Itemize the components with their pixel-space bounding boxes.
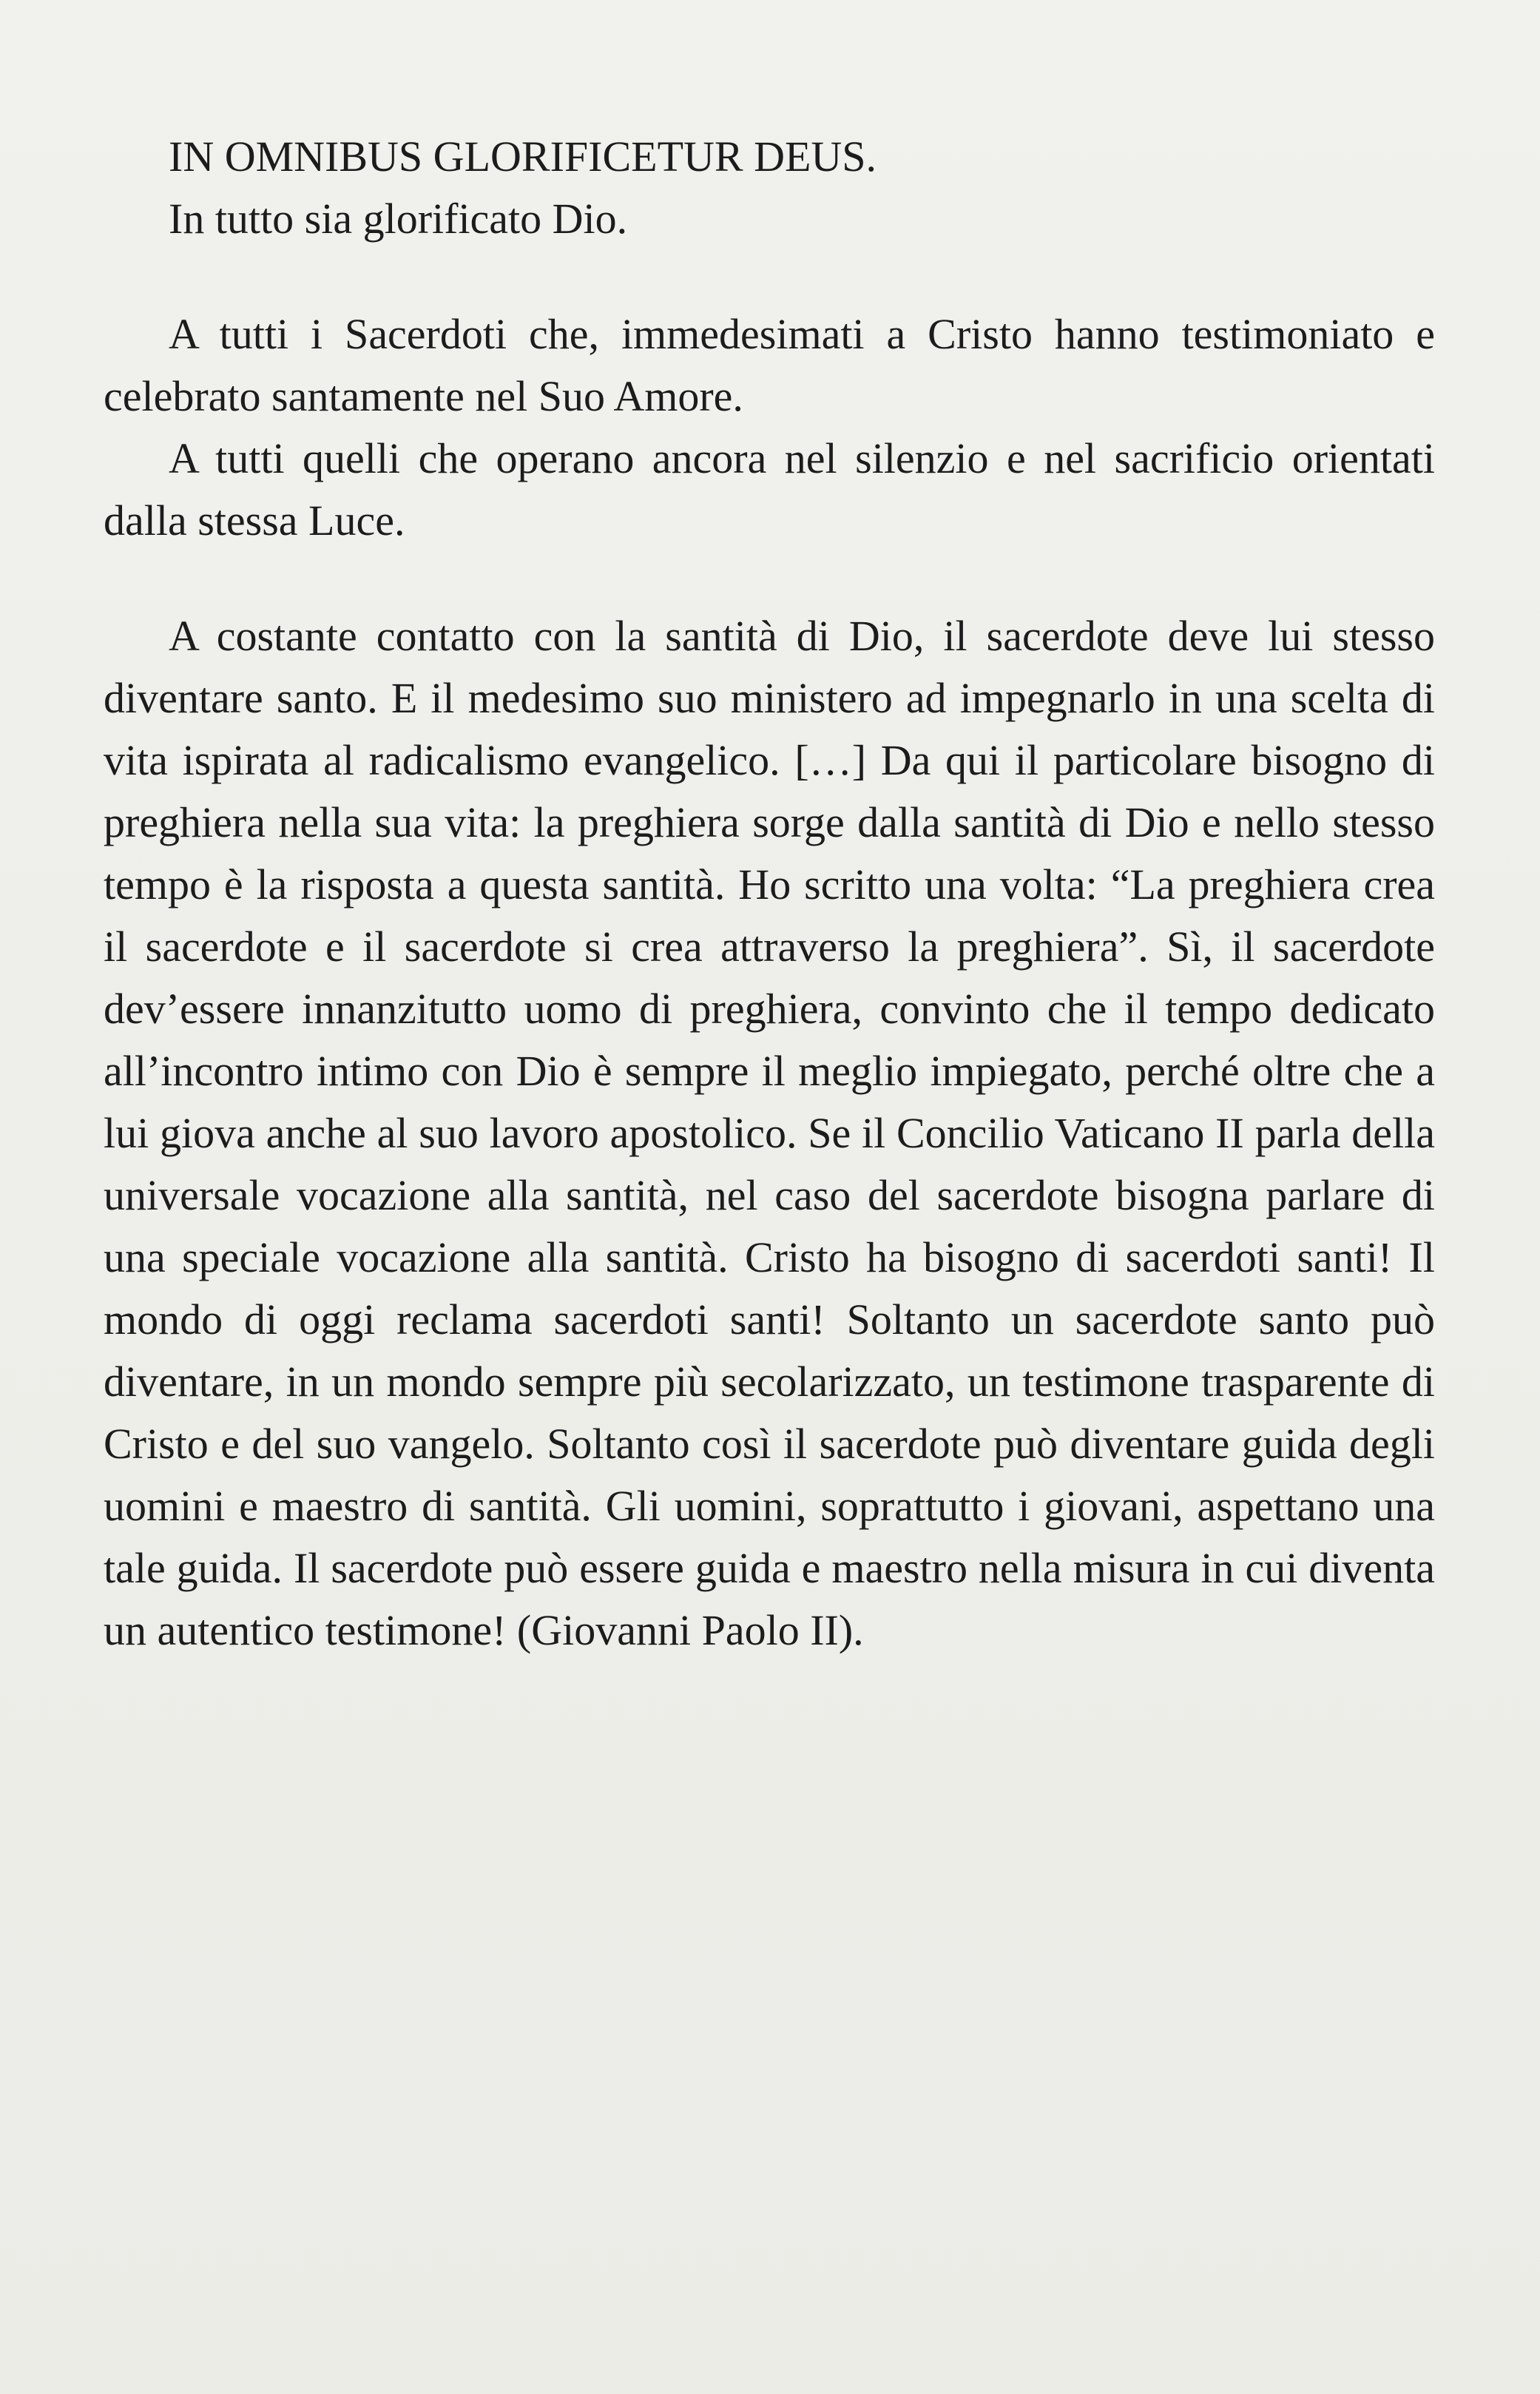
page-text: [104, 126, 1435, 1662]
section-gap: [104, 552, 1435, 605]
section-gap: [104, 250, 1435, 303]
epigraph-italian: In tutto sia glorificato Dio.: [169, 195, 628, 243]
dedication-paragraph-1: A tutti i Sacerdoti che, immedesimati a Cristo hanno testimoniato e celebrato santamente nel Suo Amore.: [104, 310, 1435, 420]
dedication-paragraph-2: A tutti quelli che operano ancora nel silenzio e nel sacrificio orientati dalla stessa Luce.: [104, 434, 1435, 544]
epigraph-latin: IN OMNIBUS GLORIFICETUR DEUS.: [169, 132, 877, 181]
quote-paragraph: A costante contatto con la santità di Dio, il sacerdote deve lui stesso diventare santo. E il medesimo suo ministero ad impegnarlo in una scelta di vita ispirata al radicalismo evangelico. […] Da qui il particolare bisogno di preghiera nella sua vita: la preghiera sorge dalla santità di Dio e nello stesso tempo è la risposta a questa santità. Ho scritto una volta: “La preghiera crea il sacerdote e il sacerdote si crea attraverso la preghiera”. Sì, il sacerdote dev’essere innanzitutto uomo di preghiera, convinto che il tempo dedicato all’incontro intimo con Dio è sempre il meglio impiegato, perché oltre che a lui giova anche al suo lavoro apostolico. Se il Concilio Vaticano II parla della universale vocazione alla santità, nel caso del sacerdote bisogna parlare di una speciale vocazione alla santità. Cristo ha bisogno di sacerdoti santi! Il mondo di oggi reclama sacerdoti santi! Soltanto un sacerdote santo può diventare, in un mondo sempre più secolarizzato, un testimone trasparente di Cristo e del suo vangelo. Soltanto così il sacerdote può diventare guida degli uomini e maestro di santità. Gli uomini, soprattutto i giovani, aspettano una tale guida. Il sacerdote può essere guida e maestro nella misura in cui diventa un autentico testimone! (Giovanni Paolo II).: [104, 612, 1435, 1654]
